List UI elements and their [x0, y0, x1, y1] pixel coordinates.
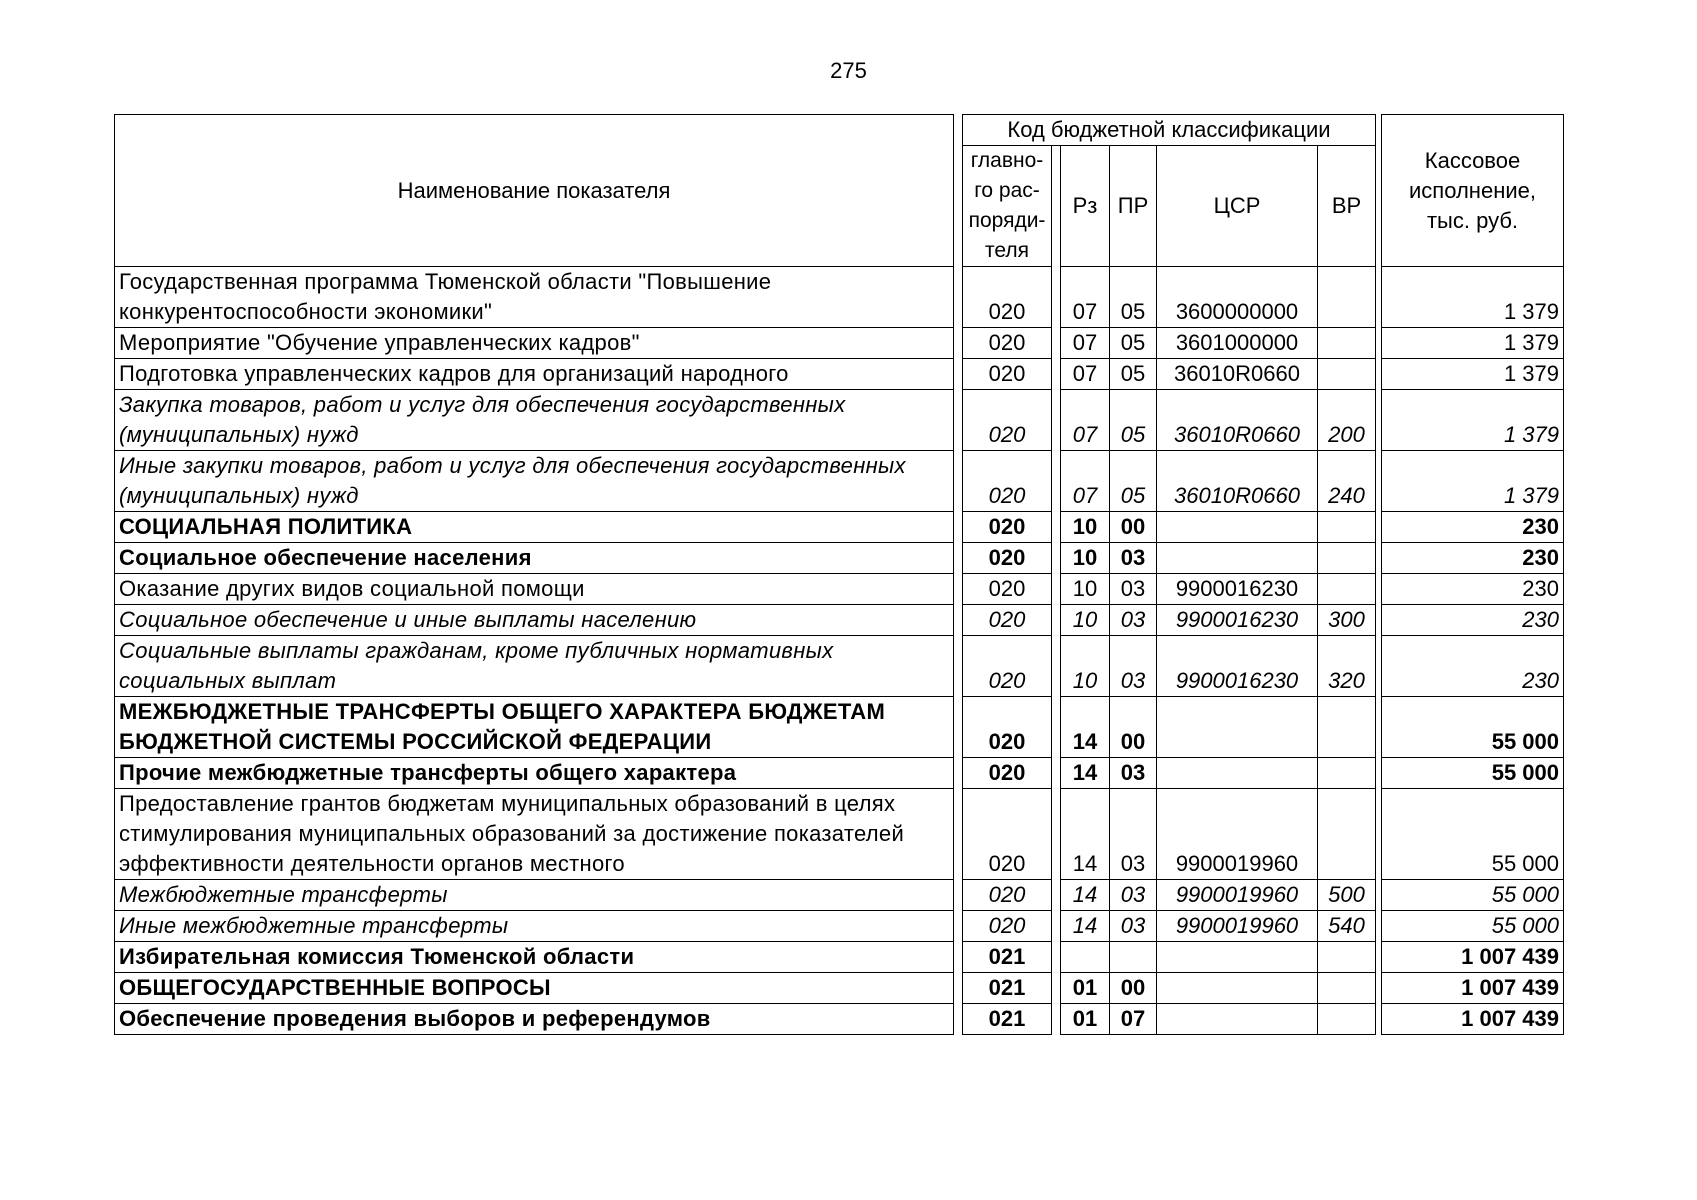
row-pr: 03 — [1110, 758, 1157, 789]
row-name: Государственная программа Тюменской области "Повышение конкурентоспособности экономики" — [115, 267, 954, 328]
row-name: СОЦИАЛЬНАЯ ПОЛИТИКА — [115, 512, 954, 543]
column-gap — [954, 543, 963, 574]
row-sum: 1 007 439 — [1382, 942, 1564, 973]
row-vr — [1318, 1004, 1376, 1035]
row-csr: 9900016230 — [1157, 605, 1318, 636]
row-sum: 1 379 — [1382, 267, 1564, 328]
row-pr: 05 — [1110, 451, 1157, 512]
row-grbs: 020 — [963, 328, 1052, 359]
row-sum: 1 007 439 — [1382, 973, 1564, 1004]
row-grbs: 021 — [963, 973, 1052, 1004]
column-gap — [954, 512, 963, 543]
row-name: Закупка товаров, работ и услуг для обеспечения государственных (муниципальных) нужд — [115, 390, 954, 451]
row-sum: 55 000 — [1382, 789, 1564, 880]
column-gap — [1052, 512, 1061, 543]
row-rz: 07 — [1061, 451, 1110, 512]
table-row — [115, 973, 1564, 1004]
row-sum: 55 000 — [1382, 911, 1564, 942]
column-gap — [1052, 451, 1061, 512]
row-sum: 1 379 — [1382, 328, 1564, 359]
row-csr: 9900019960 — [1157, 911, 1318, 942]
column-gap — [1052, 543, 1061, 574]
column-gap — [1052, 328, 1061, 359]
row-vr — [1318, 359, 1376, 390]
row-vr: 240 — [1318, 451, 1376, 512]
row-csr — [1157, 942, 1318, 973]
row-name: Обеспечение проведения выборов и референдумов — [115, 1004, 954, 1035]
column-gap — [1052, 605, 1061, 636]
table-row — [115, 605, 1564, 636]
table-row — [115, 543, 1564, 574]
column-gap — [954, 267, 963, 328]
row-csr: 3600000000 — [1157, 267, 1318, 328]
header-grbs: главно-го рас-поряди-теля — [963, 146, 1052, 267]
row-sum: 55 000 — [1382, 697, 1564, 758]
row-grbs: 020 — [963, 636, 1052, 697]
page-number: 275 — [830, 58, 867, 83]
column-gap — [954, 451, 963, 512]
column-gap — [954, 880, 963, 911]
column-gap — [1052, 146, 1061, 267]
table-row — [115, 574, 1564, 605]
row-sum: 230 — [1382, 605, 1564, 636]
row-grbs: 020 — [963, 451, 1052, 512]
row-vr: 540 — [1318, 911, 1376, 942]
column-gap — [954, 1004, 963, 1035]
table-row — [115, 758, 1564, 789]
header-vr: ВР — [1318, 146, 1376, 267]
row-grbs: 020 — [963, 359, 1052, 390]
row-rz — [1061, 942, 1110, 973]
row-pr: 03 — [1110, 880, 1157, 911]
row-csr — [1157, 512, 1318, 543]
header-code-group: Код бюджетной классификации — [963, 115, 1376, 146]
row-pr: 03 — [1110, 789, 1157, 880]
table-row — [115, 911, 1564, 942]
row-grbs: 020 — [963, 880, 1052, 911]
row-rz: 14 — [1061, 758, 1110, 789]
row-name: Социальные выплаты гражданам, кроме публичных нормативных социальных выплат — [115, 636, 954, 697]
table-row — [115, 451, 1564, 512]
column-gap — [954, 115, 963, 267]
row-vr: 320 — [1318, 636, 1376, 697]
row-csr: 9900019960 — [1157, 789, 1318, 880]
row-vr — [1318, 328, 1376, 359]
column-gap — [1052, 758, 1061, 789]
row-name: Социальное обеспечение населения — [115, 543, 954, 574]
row-sum: 55 000 — [1382, 880, 1564, 911]
row-rz: 01 — [1061, 1004, 1110, 1035]
row-grbs: 020 — [963, 605, 1052, 636]
row-pr: 00 — [1110, 973, 1157, 1004]
row-vr: 300 — [1318, 605, 1376, 636]
row-vr — [1318, 942, 1376, 973]
row-sum: 1 007 439 — [1382, 1004, 1564, 1035]
row-pr: 03 — [1110, 911, 1157, 942]
row-pr: 00 — [1110, 512, 1157, 543]
row-csr: 36010R0660 — [1157, 451, 1318, 512]
row-pr: 05 — [1110, 328, 1157, 359]
row-name: Оказание других видов социальной помощи — [115, 574, 954, 605]
row-pr — [1110, 942, 1157, 973]
row-pr: 05 — [1110, 390, 1157, 451]
row-rz: 14 — [1061, 789, 1110, 880]
row-pr: 03 — [1110, 636, 1157, 697]
row-rz: 10 — [1061, 512, 1110, 543]
row-pr: 00 — [1110, 697, 1157, 758]
row-grbs: 020 — [963, 267, 1052, 328]
table-body — [115, 115, 1564, 1035]
column-gap — [1052, 697, 1061, 758]
column-gap — [954, 605, 963, 636]
row-pr: 03 — [1110, 574, 1157, 605]
row-vr: 200 — [1318, 390, 1376, 451]
row-pr: 07 — [1110, 1004, 1157, 1035]
table-row — [115, 697, 1564, 758]
row-sum: 1 379 — [1382, 451, 1564, 512]
row-sum: 230 — [1382, 543, 1564, 574]
row-rz: 10 — [1061, 543, 1110, 574]
row-rz: 07 — [1061, 390, 1110, 451]
column-gap — [954, 758, 963, 789]
row-csr: 9900019960 — [1157, 880, 1318, 911]
column-gap — [1052, 911, 1061, 942]
row-csr — [1157, 973, 1318, 1004]
row-sum: 230 — [1382, 512, 1564, 543]
row-rz: 10 — [1061, 574, 1110, 605]
table-row — [115, 942, 1564, 973]
row-vr — [1318, 512, 1376, 543]
row-name: Подготовка управленческих кадров для организаций народного — [115, 359, 954, 390]
row-name: Мероприятие "Обучение управленческих кадров" — [115, 328, 954, 359]
header-csr: ЦСР — [1157, 146, 1318, 267]
row-vr — [1318, 267, 1376, 328]
column-gap — [954, 390, 963, 451]
column-gap — [954, 942, 963, 973]
column-gap — [954, 789, 963, 880]
row-vr — [1318, 758, 1376, 789]
row-rz: 07 — [1061, 359, 1110, 390]
column-gap — [1052, 789, 1061, 880]
row-rz: 10 — [1061, 605, 1110, 636]
column-gap — [1052, 942, 1061, 973]
column-gap — [954, 973, 963, 1004]
header-name: Наименование показателя — [115, 115, 954, 267]
row-name: Предоставление грантов бюджетам муниципальных образований в целях стимулирования муниципальных образований за достижение показателей эффективности деятельности органов местного — [115, 789, 954, 880]
column-gap — [1052, 636, 1061, 697]
table-row — [115, 390, 1564, 451]
row-grbs: 020 — [963, 512, 1052, 543]
row-grbs: 020 — [963, 789, 1052, 880]
row-rz: 01 — [1061, 973, 1110, 1004]
row-csr — [1157, 758, 1318, 789]
row-vr — [1318, 697, 1376, 758]
row-pr: 05 — [1110, 359, 1157, 390]
table-row — [115, 1004, 1564, 1035]
row-grbs: 021 — [963, 1004, 1052, 1035]
row-csr: 36010R0660 — [1157, 359, 1318, 390]
row-rz: 14 — [1061, 880, 1110, 911]
row-name: Иные закупки товаров, работ и услуг для обеспечения государственных (муниципальных) нужд — [115, 451, 954, 512]
row-name: МЕЖБЮДЖЕТНЫЕ ТРАНСФЕРТЫ ОБЩЕГО ХАРАКТЕРА БЮДЖЕТАМ БЮДЖЕТНОЙ СИСТЕМЫ РОССИЙСКОЙ ФЕДЕРАЦИИ — [115, 697, 954, 758]
table-row — [115, 359, 1564, 390]
row-pr: 03 — [1110, 605, 1157, 636]
row-vr: 500 — [1318, 880, 1376, 911]
column-gap — [1052, 574, 1061, 605]
row-sum: 230 — [1382, 636, 1564, 697]
row-pr: 05 — [1110, 267, 1157, 328]
row-rz: 14 — [1061, 697, 1110, 758]
table-row — [115, 267, 1564, 328]
row-sum: 55 000 — [1382, 758, 1564, 789]
row-name: Прочие межбюджетные трансферты общего характера — [115, 758, 954, 789]
row-grbs: 020 — [963, 911, 1052, 942]
header-sum: Кассовое исполнение, тыс. руб. — [1382, 115, 1564, 267]
row-csr — [1157, 697, 1318, 758]
row-sum: 1 379 — [1382, 359, 1564, 390]
row-csr: 9900016230 — [1157, 636, 1318, 697]
row-grbs: 020 — [963, 574, 1052, 605]
row-csr: 9900016230 — [1157, 574, 1318, 605]
column-gap — [954, 328, 963, 359]
row-rz: 07 — [1061, 328, 1110, 359]
column-gap — [1052, 880, 1061, 911]
header-pr: ПР — [1110, 146, 1157, 267]
row-csr: 36010R0660 — [1157, 390, 1318, 451]
column-gap — [954, 359, 963, 390]
row-grbs: 020 — [963, 697, 1052, 758]
row-name: Избирательная комиссия Тюменской области — [115, 942, 954, 973]
row-grbs: 020 — [963, 758, 1052, 789]
column-gap — [1052, 390, 1061, 451]
column-gap — [954, 574, 963, 605]
budget-execution-table — [114, 114, 1564, 1035]
row-rz: 07 — [1061, 267, 1110, 328]
row-sum: 1 379 — [1382, 390, 1564, 451]
column-gap — [954, 911, 963, 942]
row-pr: 03 — [1110, 543, 1157, 574]
row-sum: 230 — [1382, 574, 1564, 605]
row-rz: 10 — [1061, 636, 1110, 697]
row-grbs: 020 — [963, 390, 1052, 451]
row-name: Межбюджетные трансферты — [115, 880, 954, 911]
row-name: ОБЩЕГОСУДАРСТВЕННЫЕ ВОПРОСЫ — [115, 973, 954, 1004]
header-row-top — [115, 115, 1564, 146]
table-row — [115, 512, 1564, 543]
row-grbs: 021 — [963, 942, 1052, 973]
table-row — [115, 880, 1564, 911]
row-vr — [1318, 973, 1376, 1004]
column-gap — [1052, 1004, 1061, 1035]
row-grbs: 020 — [963, 543, 1052, 574]
table-row — [115, 328, 1564, 359]
row-csr: 3601000000 — [1157, 328, 1318, 359]
column-gap — [1052, 973, 1061, 1004]
header-rz: Рз — [1061, 146, 1110, 267]
row-name: Социальное обеспечение и иные выплаты населению — [115, 605, 954, 636]
row-rz: 14 — [1061, 911, 1110, 942]
column-gap — [1052, 359, 1061, 390]
column-gap — [954, 697, 963, 758]
column-gap — [1052, 267, 1061, 328]
row-vr — [1318, 574, 1376, 605]
row-csr — [1157, 543, 1318, 574]
table-row — [115, 636, 1564, 697]
row-vr — [1318, 543, 1376, 574]
row-csr — [1157, 1004, 1318, 1035]
row-vr — [1318, 789, 1376, 880]
row-name: Иные межбюджетные трансферты — [115, 911, 954, 942]
column-gap — [954, 636, 963, 697]
table-row — [115, 789, 1564, 880]
